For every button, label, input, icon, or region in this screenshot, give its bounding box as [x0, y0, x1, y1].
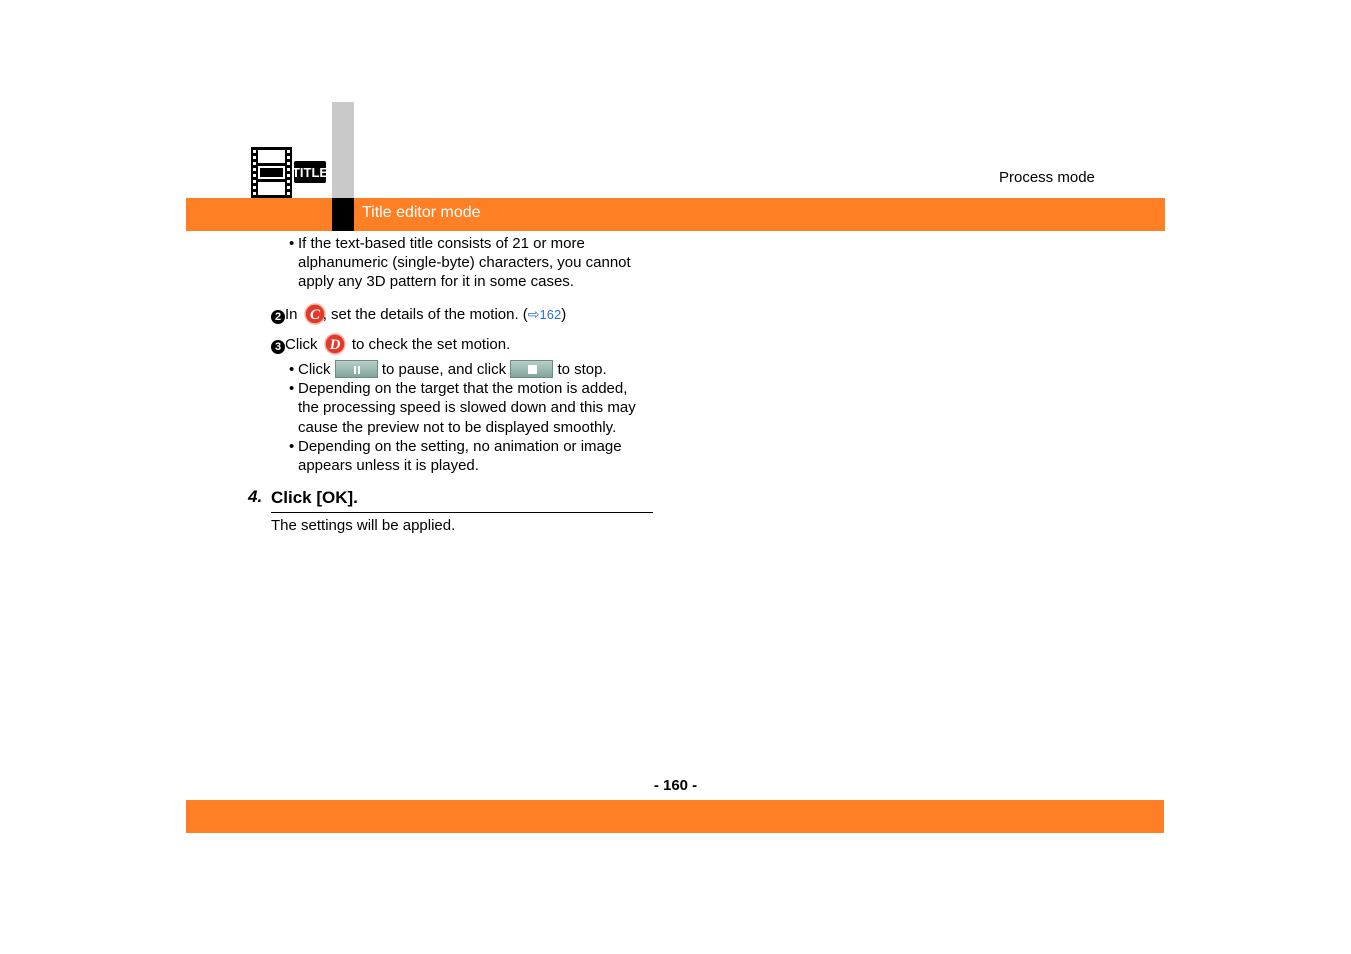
bullet-marker: • [289, 235, 295, 252]
title-badge-text: TITLE [291, 165, 329, 180]
stop-button-image [510, 360, 553, 378]
substep-2-text-after: , set the details of the motion. ( [322, 306, 528, 323]
title-badge-icon [291, 161, 329, 188]
intro-bullet-line-1: If the text-based title consists of 21 or more [298, 235, 585, 252]
substep-3-text-before: Click [285, 336, 318, 353]
substep-2 [271, 303, 566, 330]
stop-text-after: to stop. [557, 361, 607, 378]
substep-2-close: ) [561, 306, 567, 323]
bullet-marker: • [289, 361, 295, 378]
step-number-badge: 3 [271, 340, 285, 354]
mode-title: Title editor mode [362, 204, 481, 221]
substep-2-text-before: In [285, 306, 298, 323]
film-strip-icon [251, 147, 292, 203]
bullet-2-line-2: the processing speed is slowed down and this may [298, 399, 636, 416]
d-icon-letter: D [329, 337, 341, 353]
preview-d-icon [324, 333, 346, 360]
bullet-3-line-1: Depending on the setting, no animation or image [298, 438, 622, 455]
pause-button-image [335, 360, 378, 378]
footer-bar [186, 800, 1164, 833]
pause-text-before: Click [298, 361, 331, 378]
intro-bullet-line-2: alphanumeric (single-byte) characters, you cannot [298, 254, 631, 271]
substep-3 [271, 333, 510, 360]
bullet-3-line-2: appears unless it is played. [298, 457, 479, 474]
pause-text-after: to pause, and click [381, 361, 507, 378]
c-icon-letter: C [309, 307, 320, 323]
intro-bullet-line-3: apply any 3D pattern for it in some cases. [298, 273, 574, 290]
step-4-result: The settings will be applied. [271, 517, 456, 534]
page-link[interactable]: 162 [539, 307, 562, 322]
page-number: - 160 - [653, 777, 698, 794]
step-4-label: Click [OK]. [271, 488, 358, 507]
bullet-marker: • [289, 438, 295, 455]
page-link-arrow-icon[interactable]: ⇨ [527, 306, 540, 322]
bullet-2-line-1: Depending on the target that the motion is added, [298, 380, 628, 397]
step-4-rule [271, 512, 653, 513]
section-label: Process mode [999, 169, 1095, 186]
header-black-marker [332, 198, 354, 231]
substep-3-text-after: to check the set motion. [351, 336, 511, 353]
bullet-2-line-3: cause the preview not to be displayed smoothly. [298, 419, 617, 436]
header-grey-tab [332, 102, 354, 198]
step-4-number: 4. [248, 487, 263, 506]
bullet-marker: • [289, 380, 295, 397]
step-number-badge: 2 [271, 310, 285, 324]
pause-stop-bullet [298, 360, 607, 379]
